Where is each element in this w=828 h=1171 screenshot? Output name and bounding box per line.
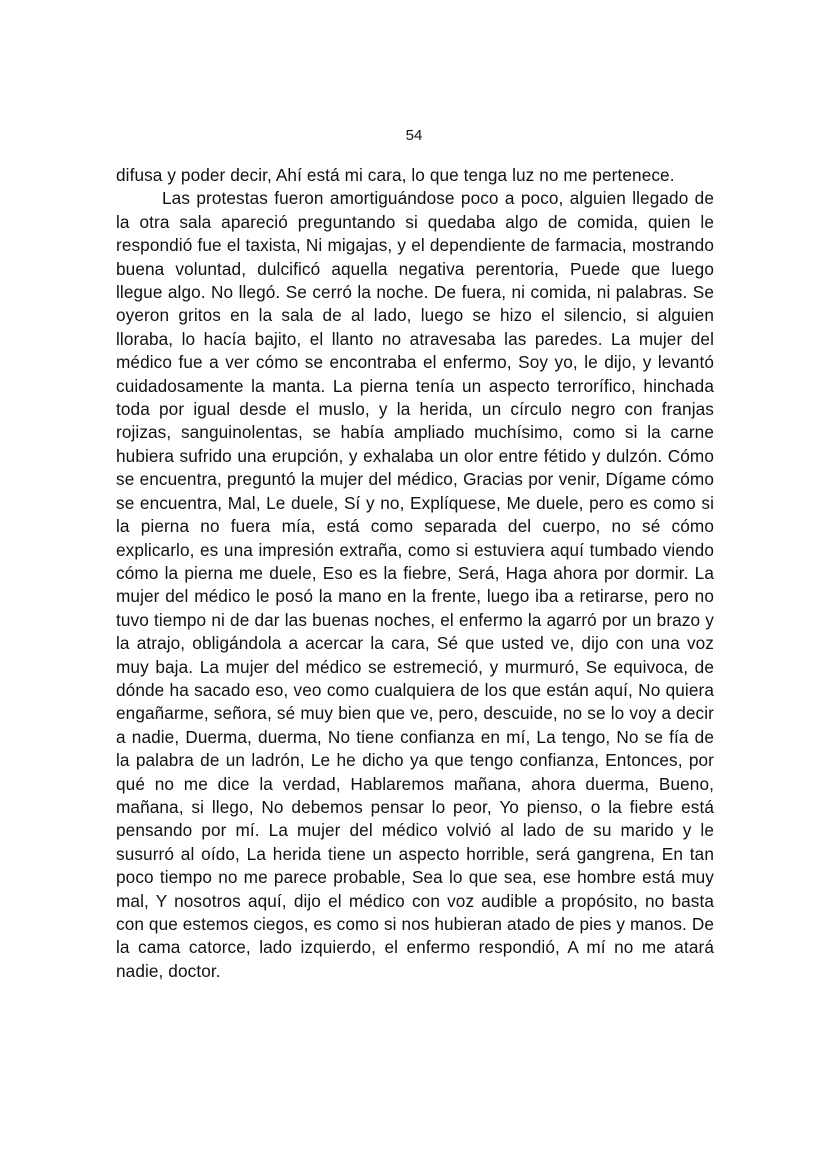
body-text	[116, 164, 714, 983]
paragraph: Las protestas fueron amortiguándose poco a poco, alguien llegado de la otra sala apareció preguntando si quedaba algo de comida, quien le respondió fue el taxista, Ni migajas, y el dependiente de farmacia, mostrando buena voluntad, dulcificó aquella negativa perentoria, Puede que luego llegue algo. No llegó. Se cerró la noche. De fuera, ni comida, ni palabras. Se oyeron gritos en la sala de al lado, luego se hizo el silencio, si alguien lloraba, lo hacía bajito, el llanto no atravesaba las paredes. La mujer del médico fue a ver cómo se encontraba el enfermo, Soy yo, le dijo, y levantó cuidadosamente la manta. La pierna tenía un aspecto terrorífico, hinchada toda por igual desde el muslo, y la herida, un círculo negro con franjas rojizas, sanguinolentas, se había ampliado muchísimo, como si la carne hubiera sufrido una erupción, y exhalaba un olor entre fétido y dulzón. Cómo se encuentra, preguntó la mujer del médico, Gracias por venir, Dígame cómo se encuentra, Mal, Le duele, Sí y no, Explíquese, Me duele, pero es como si la pierna no fuera mía, está como separada del cuerpo, no sé cómo explicarlo, es una impresión extraña, como si estuviera aquí tumbado viendo cómo la pierna me duele, Eso es la fiebre, Será, Haga ahora por dormir. La mujer del médico le posó la mano en la frente, luego iba a retirarse, pero no tuvo tiempo ni de dar las buenas noches, el enfermo la agarró por un brazo y la atrajo, obligándola a acercar la cara, Sé que usted ve, dijo con una voz muy baja. La mujer del médico se estremeció, y murmuró, Se equivoca, de dónde ha sacado eso, veo como cualquiera de los que están aquí, No quiera engañarme, señora, sé muy bien que ve, pero, descuide, no se lo voy a decir a nadie, Duerma, duerma, No tiene confianza en mí, La tengo, No se fía de la palabra de un ladrón, Le he dicho ya que tengo confianza, Entonces, por qué no me dice la verdad, Hablaremos mañana, ahora duerma, Bueno, mañana, si llego, No debemos pensar lo peor, Yo pienso, o la fiebre está pensando por mí. La mujer del médico volvió al lado de su marido y le susurró al oído, La herida tiene un aspecto horrible, será gangrena, En tan poco tiempo no me parece probable, Sea lo que sea, ese hombre está muy mal, Y nosotros aquí, dijo el médico con voz audible a propósito, no basta con que estemos ciegos, es como si nos hubieran atado de pies y manos. De la cama catorce, lado izquierdo, el enfermo respondió, A mí no me atará nadie, doctor.	[116, 188, 714, 981]
paragraph-continuation: difusa y poder decir, Ahí está mi cara, lo que tenga luz no me pertenece.	[116, 165, 675, 185]
page-number: 54	[405, 127, 423, 144]
